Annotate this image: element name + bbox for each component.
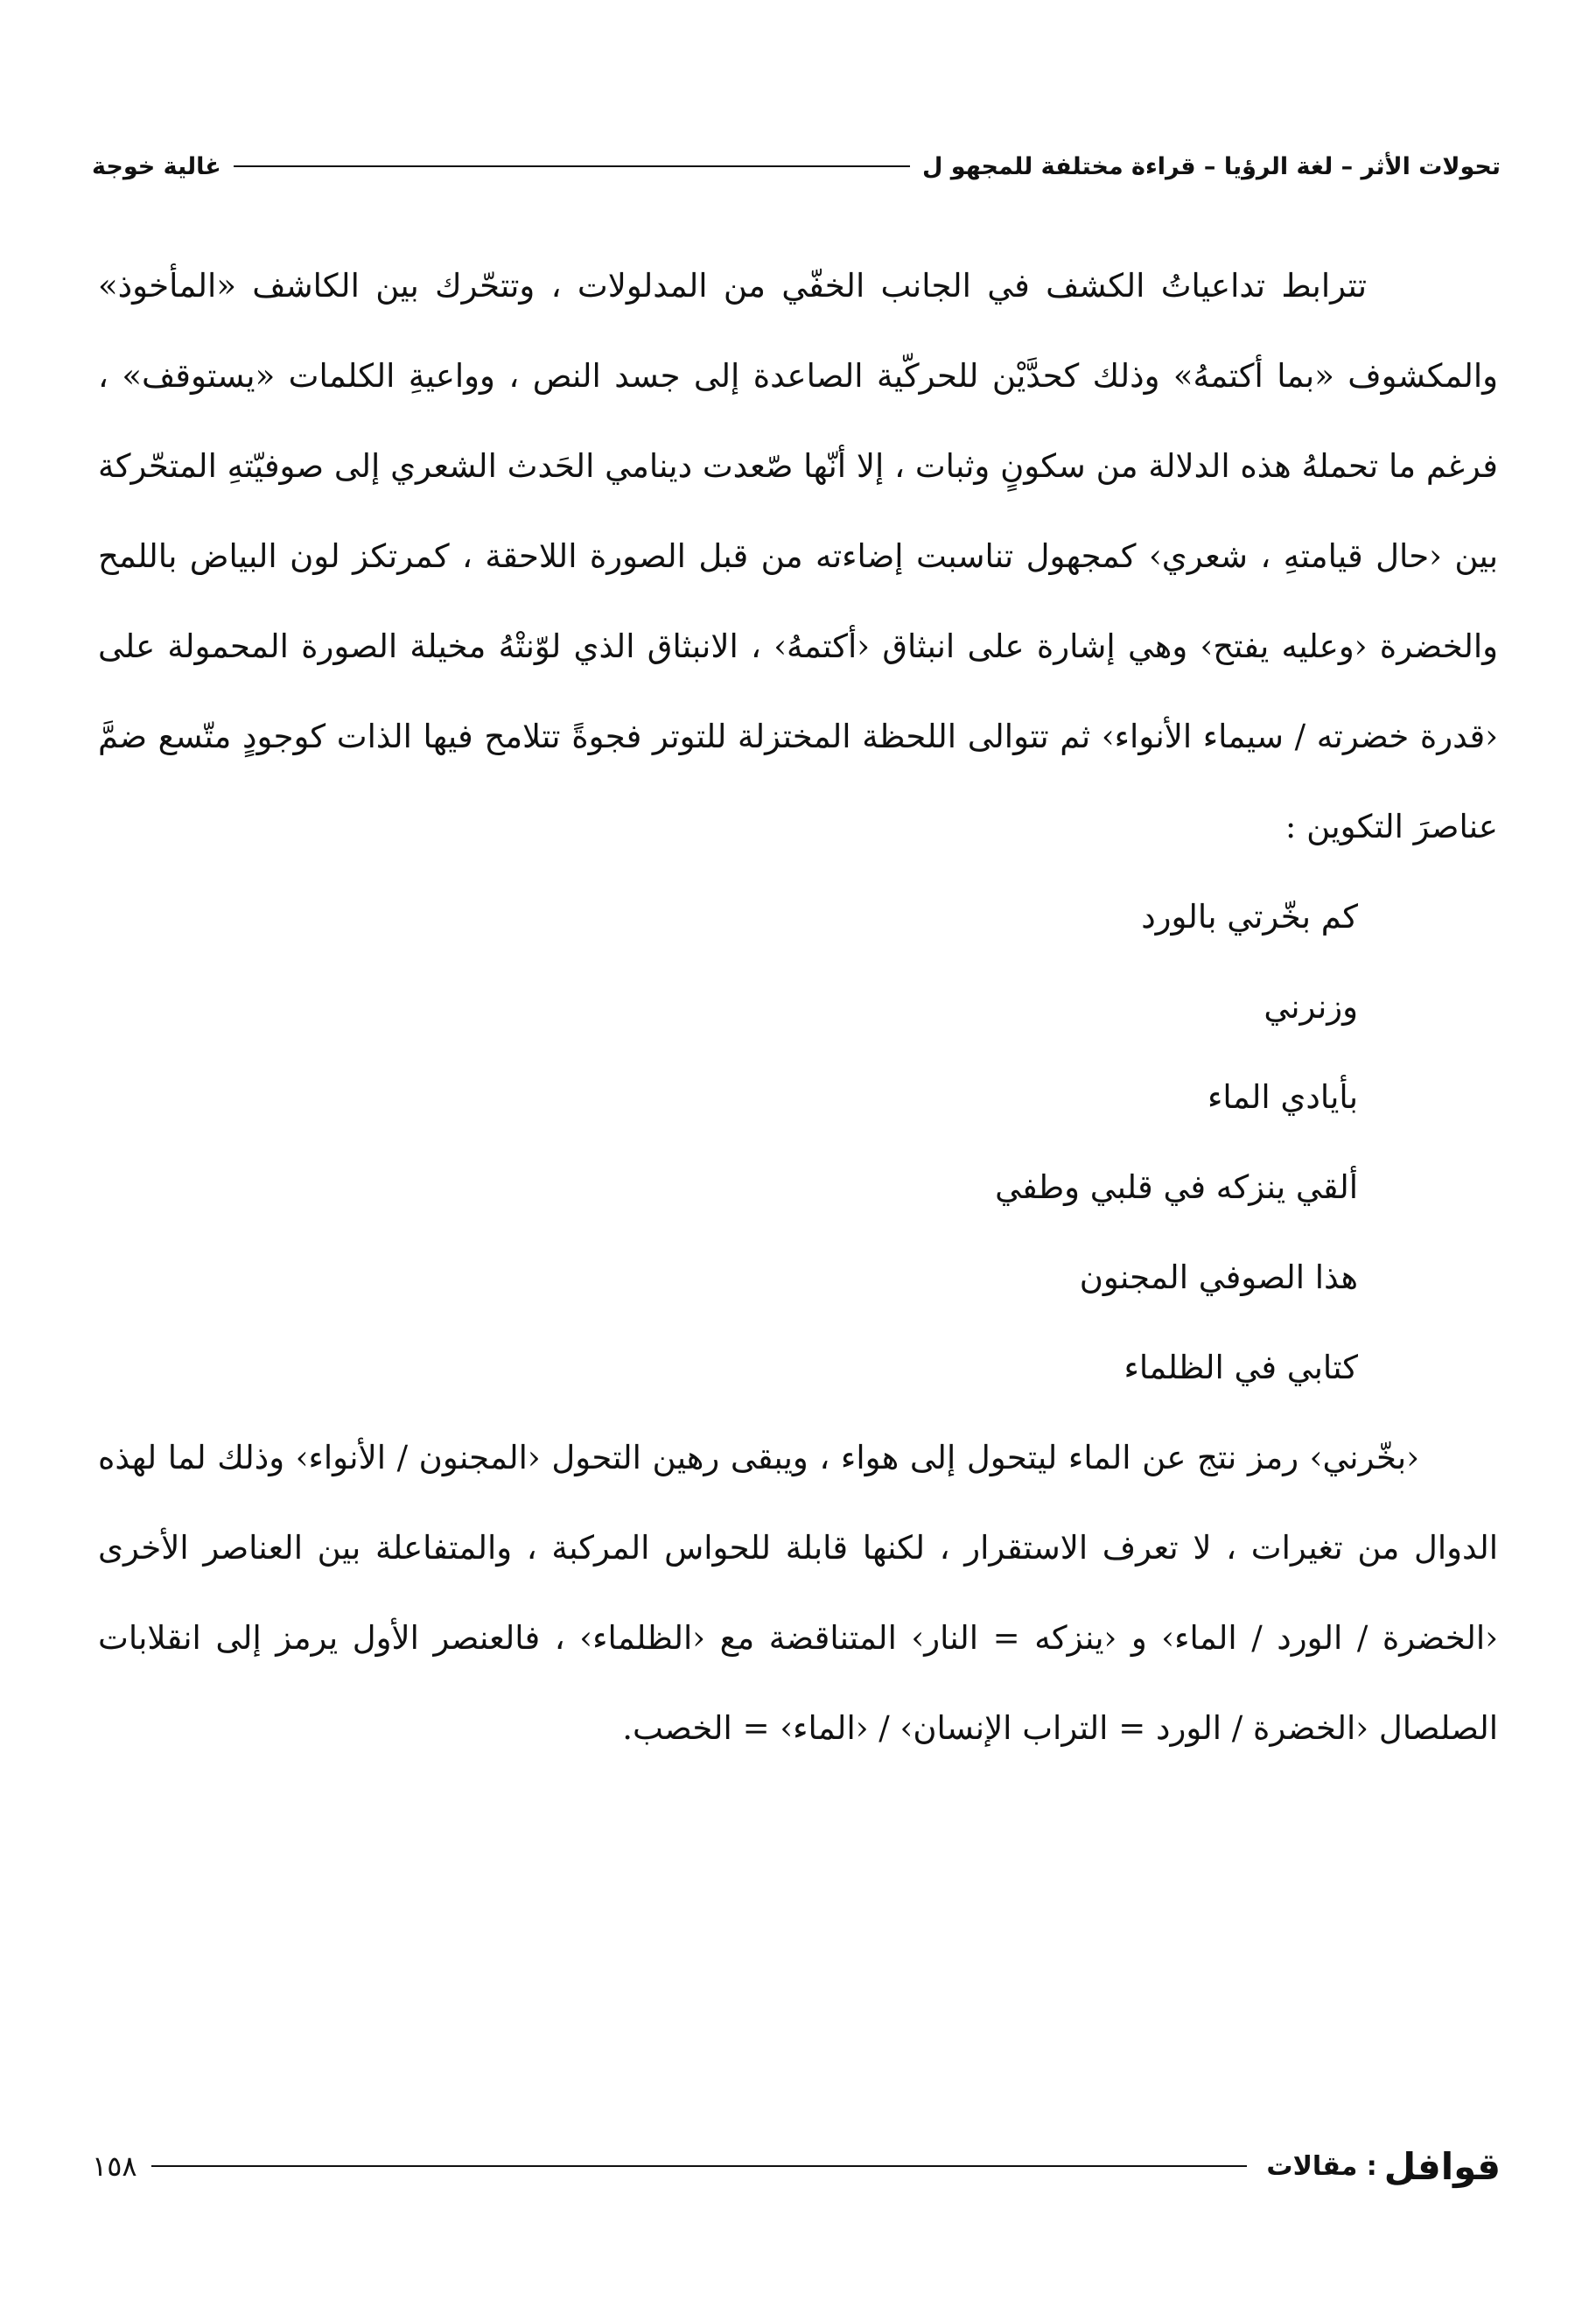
- header-author: غالية خوجة: [92, 152, 221, 180]
- footer-section-name: : مقالات: [1266, 2150, 1377, 2182]
- header-rule: [234, 165, 910, 167]
- footer-rule: [151, 2165, 1248, 2167]
- closing-paragraph: ‹بخّرني› رمز نتج عن الماء ليتحول إلى هواء ، ويبقى رهين التحول ‹المجنون / الأنواء› وذلك لما لهذه الدوال من تغيرات ، لا تعرف الاستقرار ، لكنها قابلة للحواس المركبة ، والمتفاعلة بين العناصر الأخرى ‹الخضرة / الورد / الماء› و ‹ينزكه = النار› المتناقضة مع ‹الظلماء› ، فالعنصر الأول يرمز إلى انقلابات الصلصال ‹الخضرة / الورد = التراب الإنسان› / ‹الماء› = الخصب.: [98, 1439, 1498, 1747]
- running-header: [92, 140, 1501, 193]
- header-title: تحولات الأثر – لغة الرؤيا – قراءة مختلفة للمجهو ل: [921, 152, 1501, 180]
- poem-line: ألقي ينزكه في قلبي وطفي: [995, 1168, 1358, 1206]
- running-footer: [92, 2135, 1501, 2197]
- article-body: [98, 241, 1498, 1773]
- page-number: ١٥٨: [92, 2149, 137, 2183]
- footer-journal-name: قوافل: [1383, 2144, 1501, 2188]
- poem-line: بأيادي الماء: [1208, 1078, 1358, 1116]
- poem-line: كم بخّرتي بالورد: [1141, 898, 1358, 936]
- poem-line: كتابي في الظلماء: [1124, 1349, 1358, 1386]
- poem-excerpt: [98, 872, 1498, 1413]
- poem-line: هذا الصوفي المجنون: [1079, 1259, 1358, 1296]
- poem-line: وزنرني: [1264, 988, 1358, 1026]
- opening-paragraph: تترابط تداعياتُ الكشف في الجانب الخفّي من المدلولات ، وتتحّرك بين الكاشف «المأخوذ» والمكشوف «بما أكتمهُ» وذلك كحدَّيْن للحركّية الصاعدة إلى جسد النص ، وواعيةِ الكلمات «يستوقف» ، فرغم ما تحملهُ هذه الدلالة من سكونٍ وثبات ، إلا أنّها صّعدت دينامي الحَدث الشعري إلى صوفيّتهِ المتحّركة بين ‹حال قيامتهِ ، شعري› كمجهول تناسبت إضاءته من قبل الصورة اللاحقة ، كمرتكز لون البياض باللمح والخضرة ‹وعليه يفتح› وهي إشارة على انبثاق ‹أكتمهُ› ، الانبثاق الذي لوّنتْهُ مخيلة الصورة المحمولة على ‹قدرة خضرته / سيماء الأنواء› ثم تتوالى اللحظة المختزلة للتوتر فجوةً تتلامح فيها الذات كوجودٍ متّسع ضمَّ عناصرَ التكوين :: [98, 267, 1498, 845]
